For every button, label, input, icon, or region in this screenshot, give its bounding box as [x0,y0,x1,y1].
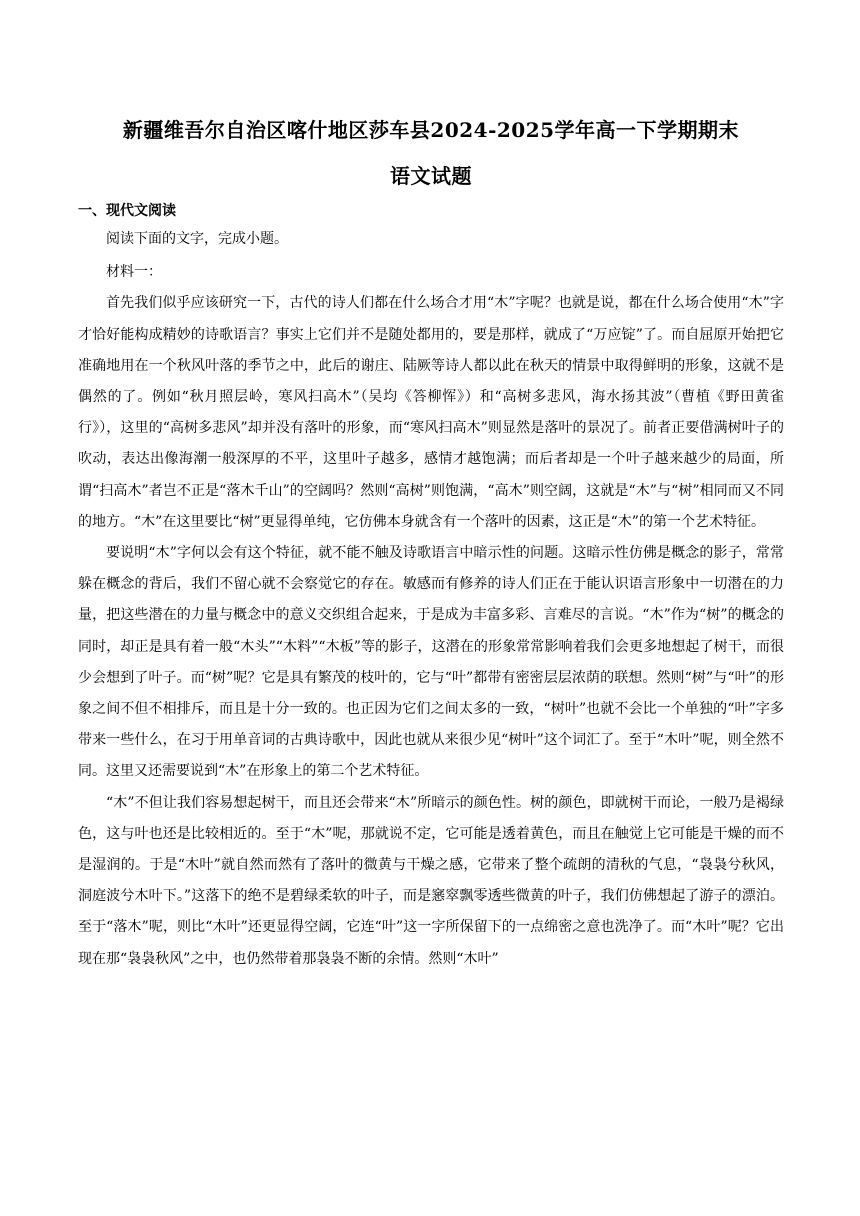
passage-paragraph-3: “木”不但让我们容易想起树干，而且还会带来“木”所暗示的颜色性。树的颜色，即就树干而论，一般乃是褐绿色，这与叶也还是比较相近的。至于“木”呢，那就说不定，它可能是透着黄色，而且在触觉上它可能是干燥的而不是湿润的。于是“木叶”就自然而然有了落叶的微黄与干燥之感，它带来了整个疏朗的清秋的气息，“袅袅兮秋风，洞庭波兮木叶下。”这落下的绝不是碧绿柔软的叶子，而是窸窣飘零透些微黄的叶子，我们仿佛想起了游子的漂泊。至于“落木”呢，则比“木叶”还更显得空阔，它连“叶”这一字所保留下的一点绵密之意也洗净了。而“木叶”呢？它出现在那“袅袅秋风”之中，也仍然带着那袅袅不断的余情。然则“木叶” [78,794,784,967]
instruction-text: 阅读下面的文字，完成小题。 [106,231,288,247]
passage-paragraph-1: 首先我们似乎应该研究一下，古代的诗人们都在什么场合才用“木”字呢？也就是说，都在什么场合使用“木”字才恰好能构成精妙的诗歌语言？事实上它们并不是随处都用的，要是那样，就成了“万应锭”了。而自屈原开始把它准确地用在一个秋风叶落的季节之中，此后的谢庄、陆厥等诗人都以此在秋天的情景中取得鲜明的形象，这就不是偶然的了。例如“秋月照层岭，寒风扫高木”（吴均《答柳恽》）和“高树多悲风，海水扬其波”（曹植《野田黄雀行》），这里的“高树多悲风”却并没有落叶的形象，而“寒风扫高木”则显然是落叶的景况了。前者正要借满树叶子的吹动，表达出像海潮一般深厚的不平，这里叶子越多，感情才越饱满；而后者却是一个叶子越来越少的局面，所谓“扫高木”者岂不正是“落木千山”的空阔吗？然则“高树”则饱满，“高木”则空阔，这就是“木”与“树”相同而又不同的地方。“木”在这里要比“树”更显得单纯，它仿佛本身就含有一个落叶的因素，这正是“木”的第一个艺术特征。 [78,295,784,530]
passage-paragraph-2: 要说明“木”字何以会有这个特征，就不能不触及诗歌语言中暗示性的问题。这暗示性仿佛是概念的影子，常常躲在概念的背后，我们不留心就不会察觉它的存在。敏感而有修养的诗人们正在于能认识语言形象中一切潜在的力量，把这些潜在的力量与概念中的意义交织组合起来，于是成为丰富多彩、言难尽的言说。“木”作为“树”的概念的同时，却正是具有着一般“木头”“木料”“木板”等的影子，这潜在的形象常常影响着我们会更多地想起了树干，而很少会想到了叶子。而“树”呢？它是具有繁茂的枝叶的，它与“叶”都带有密密层层浓荫的联想。然则“树”与“叶”的形象之间不但不相排斥，而且是十分一致的。也正因为它们之间太多的一致，“树叶”也就不会比一个单独的“叶”字多带来一些什么，在习于用单音词的古典诗歌中，因此也就从来很少见“树叶”这个词汇了。至于“木叶”呢，则全然不同。这里又还需要说到“木”在形象上的第二个艺术特征。 [78,545,784,780]
material-label: 材料一： [106,264,162,281]
section-heading: 一、现代文阅读 [78,203,176,219]
document-title-line1: 新疆维吾尔自治区喀什地区莎车县2024-2025学年高一下学期期末 [122,118,740,142]
document-title-line2: 语文试题 [390,164,472,188]
document-page [78,112,784,975]
